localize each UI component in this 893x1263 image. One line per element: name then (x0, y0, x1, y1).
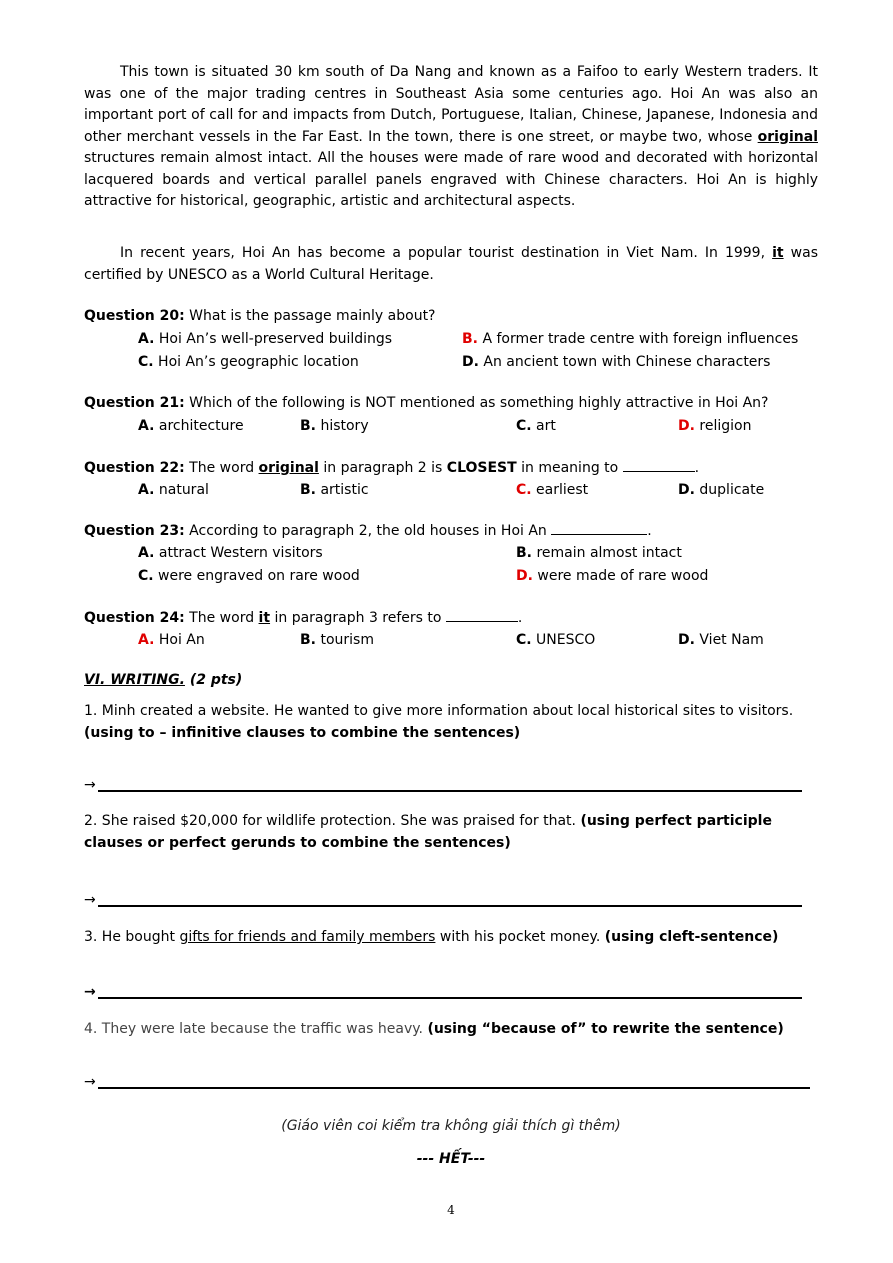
option-b[interactable]: B. artistic (300, 482, 369, 498)
option-a[interactable]: A. Hoi An’s well-preserved buildings (138, 331, 393, 347)
highlighted-word-original: original (757, 128, 818, 145)
option-d-correct[interactable]: D. were made of rare wood (516, 568, 709, 584)
question-stem: Question 20: What is the passage mainly about? (84, 308, 436, 324)
answer-blank (623, 459, 695, 472)
question-stem: Question 23: According to paragraph 2, the old houses in Hoi An . (84, 523, 652, 539)
option-b[interactable]: B. tourism (300, 632, 374, 648)
answer-blank (446, 609, 518, 622)
option-b[interactable]: B. remain almost intact (516, 545, 682, 561)
arrow-icon: → (84, 1074, 96, 1090)
question-stem: Question 24: The word it in paragraph 3 refers to . (84, 610, 523, 626)
option-b[interactable]: B. history (300, 418, 369, 434)
question-stem: Question 22: The word original in paragraph 2 is CLOSEST in meaning to . (84, 460, 700, 476)
option-d-correct[interactable]: D. religion (678, 418, 752, 434)
writing-question-1: 1. Minh created a website. He wanted to give more information about local historical sites to visitors. (using to – infinitive clauses to combine the sentences) (84, 703, 794, 741)
writing-question-3: 3. He bought gifts for friends and family members with his pocket money. (using cleft-sentence) (84, 929, 779, 945)
option-c[interactable]: C. art (516, 418, 556, 434)
highlighted-word-it: it (772, 245, 784, 261)
passage-paragraph-2: This town is situated 30 km south of Da Nang and known as a Faifoo to early Western traders. It was one of the major trading centres in Southeast Asia some centuries ago. Hoi An was also an important port of call for and impacts from Dutch, Portuguese, Italian, Chinese, Japanese, Indonesia and other merchant vessels in the Far East. In the town, there is one street, or maybe two, whose original structures remain almost intact. All the houses were made of rare wood and decorated with horizontal lacquered boards and vertical parallel panels engraved with Chinese characters. Hoi An is highly attractive for historical, geographic, artistic and architectural aspects. (84, 64, 818, 209)
option-c-correct[interactable]: C. earliest (516, 482, 589, 498)
footer-note: (Giáo viên coi kiểm tra không giải thích gì thêm) (281, 1118, 621, 1134)
option-b-correct[interactable]: B. A former trade centre with foreign influences (462, 331, 799, 347)
question-stem: Question 21: Which of the following is NOT mentioned as something highly attractive in Hoi An? (84, 395, 769, 411)
writing-question-2: 2. She raised $20,000 for wildlife protection. She was praised for that. (using perfect participle clauses or perfect gerunds to combine the sentences) (84, 813, 772, 851)
passage-paragraph-3: In recent years, Hoi An has become a popular tourist destination in Viet Nam. In 1999, it was certified by UNESCO as a World Cultural Heritage. (84, 245, 819, 283)
option-a[interactable]: A. natural (138, 482, 209, 498)
section-title-writing: VI. WRITING. (2 pts) (84, 672, 243, 688)
option-d[interactable]: D. duplicate (678, 482, 765, 498)
option-c[interactable]: C. UNESCO (516, 632, 596, 648)
option-a[interactable]: A. architecture (138, 418, 244, 434)
writing-question-4: 4. They were late because the traffic was heavy. (using “because of” to rewrite the sentence) (84, 1021, 784, 1037)
answer-blank (551, 522, 647, 535)
option-c[interactable]: C. were engraved on rare wood (138, 568, 360, 584)
option-d[interactable]: D. Viet Nam (678, 632, 764, 648)
option-c[interactable]: C. Hoi An’s geographic location (138, 354, 359, 370)
arrow-icon: → (84, 984, 96, 1000)
option-d[interactable]: D. An ancient town with Chinese characters (462, 354, 771, 370)
page-number: 4 (447, 1203, 455, 1217)
arrow-icon: → (84, 892, 96, 908)
option-a-correct[interactable]: A. Hoi An (138, 632, 205, 648)
end-marker: --- HẾT--- (416, 1151, 486, 1167)
arrow-icon: → (84, 777, 96, 793)
option-a[interactable]: A. attract Western visitors (138, 545, 323, 561)
